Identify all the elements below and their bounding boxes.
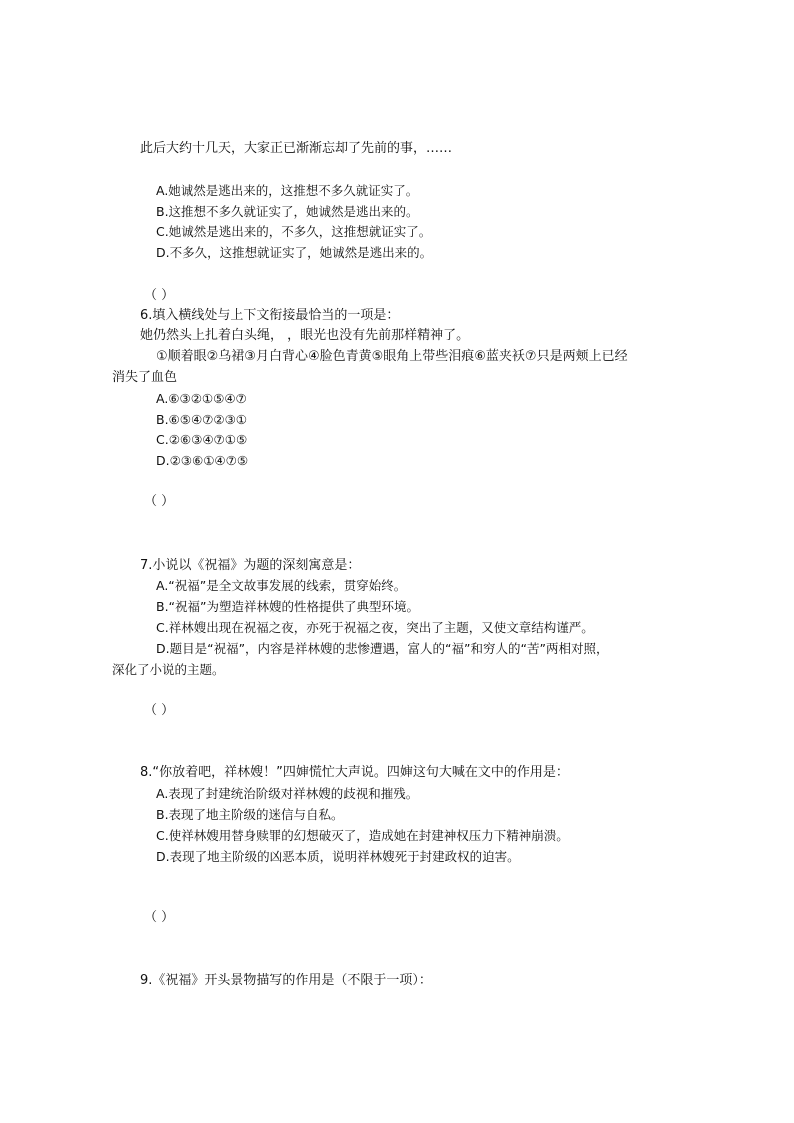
q5-option-d: D.不多久，这推想就证实了，她诚然是逃出来的。 — [156, 245, 433, 260]
q6-option-d: D.②③⑥①④⑦⑤ — [156, 453, 249, 468]
q6-answer-blank: （ ） — [144, 494, 175, 509]
q8-option-a: A.表现了封建统治阶级对祥林嫂的歧视和摧残。 — [156, 786, 419, 801]
q9-stem: 9.《祝福》开头景物描写的作用是（不限于一项）： — [140, 973, 432, 988]
q6-sentence: 她仍然头上扎着白头绳， ，眼光也没有先前那样精神了。 — [140, 328, 470, 343]
q5-option-a: A.她诚然是逃出来的，这推想不多久就证实了。 — [156, 183, 419, 198]
q5-option-b: B.这推想不多久就证实了，她诚然是逃出来的。 — [156, 204, 419, 219]
q7-option-c: C.祥林嫂出现在祝福之夜，亦死于祝福之夜，突出了主题，又使文章结构谨严。 — [156, 620, 594, 635]
q6-option-c: C.②⑥③④⑦①⑤ — [156, 432, 248, 447]
q6-option-a: A.⑥③②①⑤④⑦ — [156, 391, 247, 406]
q8-answer-blank: （ ） — [144, 910, 175, 925]
q8-option-c: C.使祥林嫂用替身赎罪的幻想破灭了，造成她在封建神权压力下精神崩溃。 — [156, 828, 569, 843]
q6-items-line2: 消失了血色 — [112, 370, 178, 385]
q7-option-d-line1: D.题目是“祝福”，内容是祥林嫂的悲惨遭遇，富人的“福”和穷人的“苦”两相对照， — [156, 641, 609, 656]
q8-option-d: D.表现了地主阶级的凶恶本质，说明祥林嫂死于封建政权的迫害。 — [156, 849, 520, 864]
intro-text: 此后大约十几天，大家正已渐渐忘却了先前的事，…… — [140, 141, 453, 156]
q6-option-b: B.⑥⑤④⑦②③① — [156, 412, 247, 427]
q8-stem: 8.“你放着吧，祥林嫂！”四婶慌忙大声说。四婶这句大喊在文中的作用是： — [140, 765, 569, 780]
q5-option-c: C.她诚然是逃出来的，不多久，这推想就证实了。 — [156, 224, 432, 239]
q5-answer-blank: （ ） — [144, 288, 175, 303]
q7-answer-blank: （ ） — [144, 703, 175, 718]
q7-stem: 7.小说以《祝福》为题的深刻寓意是： — [140, 558, 361, 573]
q6-stem: 6.填入横线处与上下文衔接最恰当的一项是： — [140, 308, 400, 323]
q7-option-a: A.“祝福”是全文故事发展的线索，贯穿始终。 — [156, 578, 407, 593]
q7-option-d-line2: 深化了小说的主题。 — [112, 662, 225, 677]
q7-option-b: B.“祝福”为塑造祥林嫂的性格提供了典型环境。 — [156, 599, 420, 614]
q8-option-b: B.表现了地主阶级的迷信与自私。 — [156, 807, 344, 822]
q6-items-line1: ①顺着眼②乌裙③月白背心④脸色青黄⑤眼角上带些泪痕⑥蓝夹袄⑦只是两颊上已经 — [156, 349, 628, 364]
